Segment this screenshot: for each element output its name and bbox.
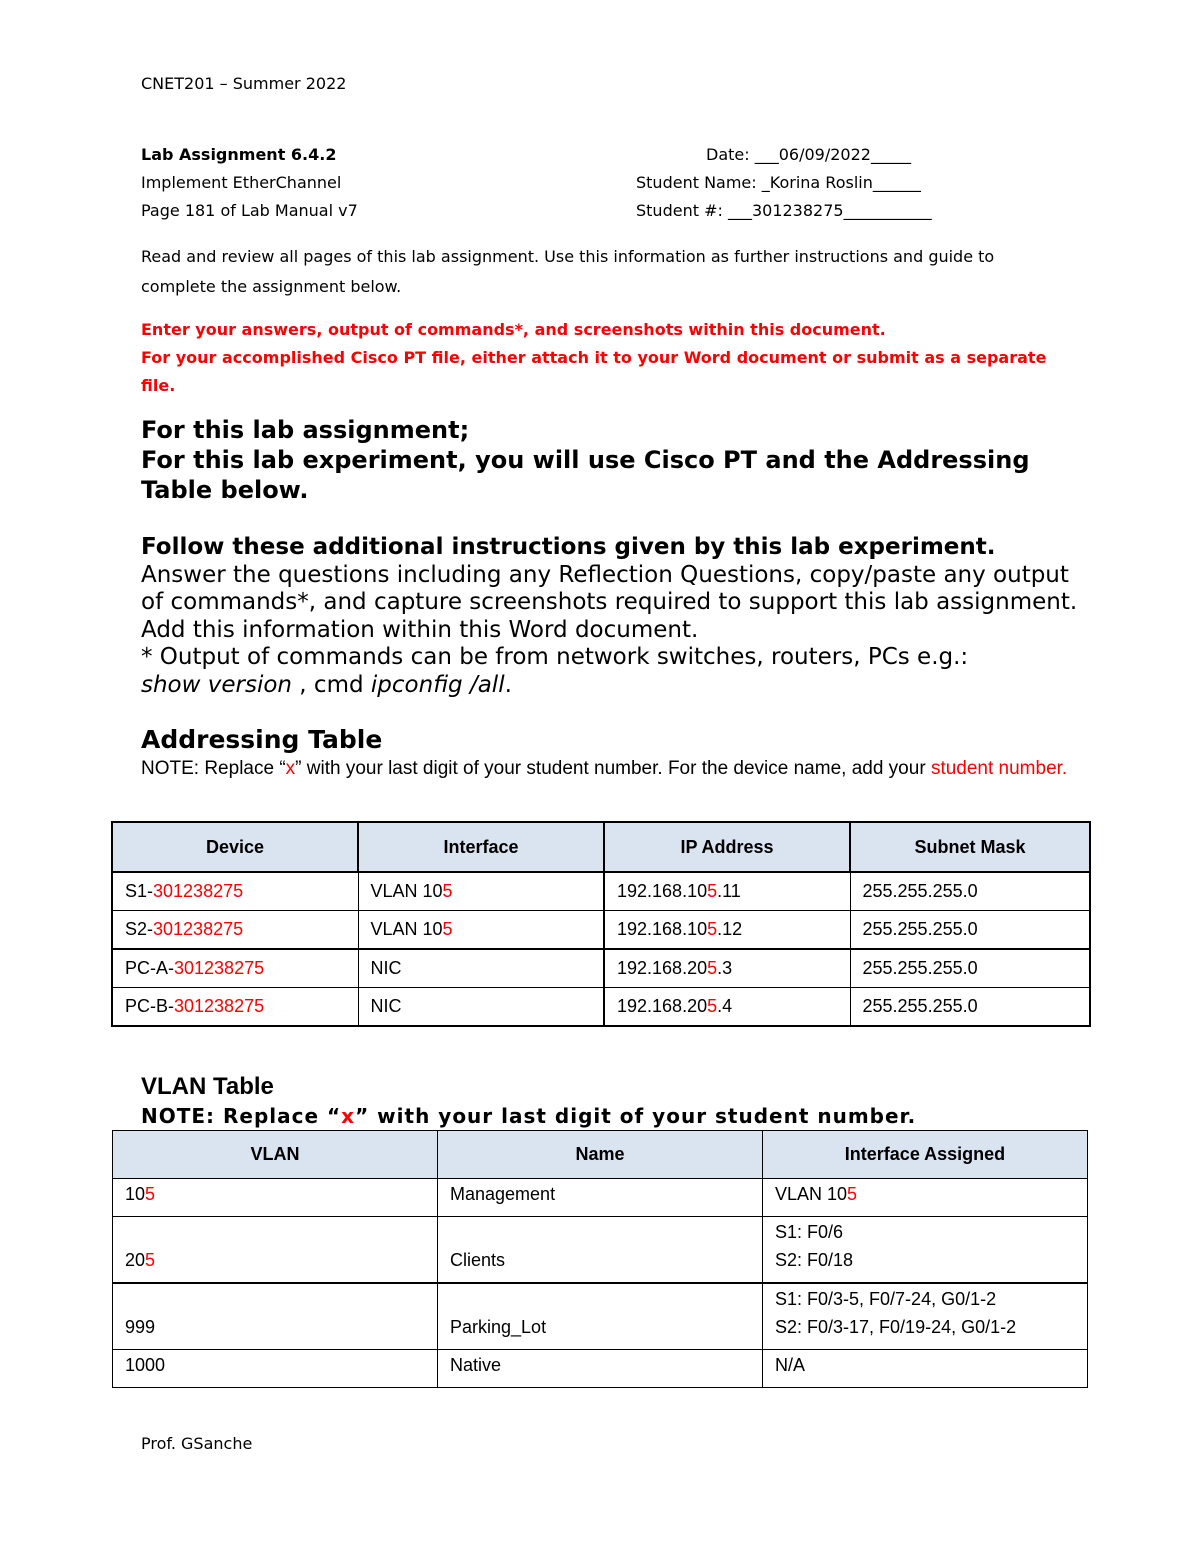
addressing-note-b: ” with your last digit of your student number. For the device name, add your: [295, 758, 931, 779]
header-vlan: VLAN: [113, 1131, 438, 1179]
cell-interface: [358, 872, 604, 911]
cell-device: [112, 988, 358, 1027]
device-prefix: S1-: [125, 881, 154, 901]
vlan-note-b: ” with your last digit of your student number.: [355, 1104, 917, 1128]
interface-text: NIC: [370, 996, 402, 1016]
vlan-header-row: [113, 1131, 1088, 1179]
interface-digit: 5: [847, 1184, 858, 1204]
device-prefix: PC-B-: [125, 996, 174, 1016]
interface-digit: 5: [442, 881, 453, 901]
cell-vlan-interfaces: [763, 1283, 1088, 1350]
cell-device: [112, 949, 358, 988]
instructions-body: Answer the questions including any Reflection Questions, copy/paste any output of commands*, and capture screenshots required to support this lab assignment. Add this information within this Word document.: [141, 561, 1078, 643]
assignment-title: Implement EtherChannel: [141, 173, 342, 192]
page-header-course: CNET201 – Summer 2022: [141, 74, 347, 93]
ip-part-a: 192.168.10: [617, 919, 708, 939]
cell-vlan-id: [113, 1217, 438, 1284]
ip-digit: 5: [707, 919, 718, 939]
header-name: Name: [438, 1131, 763, 1179]
cell-vlan-id: [113, 1350, 438, 1388]
cell-interface: [358, 949, 604, 988]
table-row: [113, 1283, 1088, 1350]
cmd-end: .: [504, 671, 512, 698]
ip-part-b: .11: [717, 881, 741, 901]
ip-part-a: 192.168.20: [617, 996, 708, 1016]
vlan-note: [141, 1104, 916, 1128]
table-row: [113, 1350, 1088, 1388]
cell-ip: [604, 988, 850, 1027]
ip-part-b: .12: [717, 919, 743, 939]
vlan-id: 1000: [125, 1355, 166, 1375]
red-notice: [141, 316, 1061, 400]
header-ip-address: IP Address: [604, 822, 850, 872]
ip-part-a: 192.168.10: [617, 881, 708, 901]
cell-vlan-name: Clients: [438, 1217, 763, 1284]
cell-vlan-name: Management: [438, 1179, 763, 1217]
cell-vlan-interfaces: [763, 1179, 1088, 1217]
student-info: [636, 141, 932, 225]
cell-ip: [604, 949, 850, 988]
ip-part-b: .3: [717, 958, 733, 978]
header-device: Device: [112, 822, 358, 872]
interface-line-s1: S1: F0/3-5, F0/7-24, G0/1-2: [775, 1289, 997, 1309]
device-prefix: S2-: [125, 919, 154, 939]
cell-mask: 255.255.255.0: [850, 911, 1090, 950]
assignment-number: Lab Assignment 6.4.2: [141, 145, 337, 164]
device-number: 301238275: [174, 996, 265, 1016]
cmd-ipconfig: ipconfig /all: [370, 671, 505, 698]
main-heading-line1: For this lab assignment;: [141, 416, 470, 444]
vlan-id-digit: 5: [145, 1250, 156, 1270]
interface-line-s2: S2: F0/18: [775, 1250, 854, 1270]
interface-line: VLAN 10: [775, 1184, 848, 1204]
table-row: [112, 949, 1090, 988]
main-heading-line2: For this lab experiment, you will use Cisco PT and the Addressing Table below.: [141, 446, 1030, 504]
cell-device: [112, 911, 358, 950]
addressing-note-x: x: [285, 758, 296, 779]
vlan-table: [112, 1130, 1088, 1388]
cell-mask: 255.255.255.0: [850, 988, 1090, 1027]
cell-vlan-id: [113, 1283, 438, 1350]
cell-mask: 255.255.255.0: [850, 872, 1090, 911]
vlan-table-title: VLAN Table: [141, 1073, 274, 1100]
cell-vlan-name: Parking_Lot: [438, 1283, 763, 1350]
table-row: [113, 1217, 1088, 1284]
assignment-info: [141, 141, 358, 225]
manual-page: Page 181 of Lab Manual v7: [141, 201, 358, 220]
cell-mask: 255.255.255.0: [850, 949, 1090, 988]
instructions: [141, 534, 1081, 699]
header-interface-assigned: Interface Assigned: [763, 1131, 1088, 1179]
ip-digit: 5: [707, 958, 718, 978]
ip-digit: 5: [707, 996, 718, 1016]
vlan-note-x: x: [341, 1104, 356, 1128]
student-number-field: Student #: ___301238275___________: [636, 201, 932, 220]
red-notice-line1: Enter your answers, output of commands*, and screenshots within this document.: [141, 320, 886, 339]
interface-digit: 5: [442, 919, 453, 939]
table-row: [112, 872, 1090, 911]
interface-text: VLAN 10: [370, 881, 443, 901]
addressing-note-red: student number.: [930, 758, 1068, 779]
addressing-table-title: Addressing Table: [141, 725, 383, 754]
cell-vlan-interfaces: [763, 1217, 1088, 1284]
device-number: 301238275: [153, 881, 244, 901]
cell-vlan-id: [113, 1179, 438, 1217]
addressing-header-row: [112, 822, 1090, 872]
interface-line-s1: S1: F0/6: [775, 1222, 844, 1242]
vlan-id: 20: [125, 1250, 146, 1270]
cell-interface: [358, 911, 604, 950]
interface-text: VLAN 10: [370, 919, 443, 939]
output-note: [141, 644, 1081, 699]
cmd-show-version: show version: [141, 671, 292, 698]
cell-ip: [604, 872, 850, 911]
ip-part-b: .4: [717, 996, 733, 1016]
vlan-id-digit: 5: [145, 1184, 156, 1204]
ip-digit: 5: [707, 881, 718, 901]
interface-text: NIC: [370, 958, 402, 978]
intro-paragraph: Read and review all pages of this lab assignment. Use this information as further instructions and guide to complete the assignment below.: [141, 247, 995, 296]
page-footer: Prof. GSanche: [141, 1434, 253, 1453]
vlan-id: 999: [125, 1317, 156, 1337]
interface-line-s2: S2: F0/3-17, F0/19-24, G0/1-2: [775, 1317, 1017, 1337]
red-notice-line2: For your accomplished Cisco PT file, either attach it to your Word document or submit as a separate file.: [141, 348, 1047, 395]
cmd-separator: , cmd: [292, 671, 371, 698]
output-note-prefix: * Output of commands can be from network switches, routers, PCs e.g.:: [141, 644, 969, 670]
addressing-note-a: NOTE: Replace “: [141, 758, 286, 779]
device-number: 301238275: [174, 958, 265, 978]
device-number: 301238275: [153, 919, 244, 939]
cell-vlan-interfaces: N/A: [763, 1350, 1088, 1388]
table-row: [113, 1179, 1088, 1217]
header-interface: Interface: [358, 822, 604, 872]
table-row: [112, 911, 1090, 950]
header-subnet-mask: Subnet Mask: [850, 822, 1090, 872]
device-prefix: PC-A-: [125, 958, 174, 978]
ip-part-a: 192.168.20: [617, 958, 708, 978]
table-row: [112, 988, 1090, 1027]
main-heading: [141, 415, 1081, 505]
instructions-heading: Follow these additional instructions given by this lab experiment.: [141, 534, 996, 560]
addressing-table: [111, 821, 1091, 1027]
cell-vlan-name: Native: [438, 1350, 763, 1388]
cell-ip: [604, 911, 850, 950]
cell-interface: [358, 988, 604, 1027]
student-name-field: Student Name: _Korina Roslin______: [636, 173, 921, 192]
date-field: Date: ___06/09/2022_____: [706, 145, 911, 164]
vlan-note-a: NOTE: Replace “: [141, 1104, 342, 1128]
vlan-id: 10: [125, 1184, 146, 1204]
addressing-note: [141, 757, 1081, 781]
cell-device: [112, 872, 358, 911]
